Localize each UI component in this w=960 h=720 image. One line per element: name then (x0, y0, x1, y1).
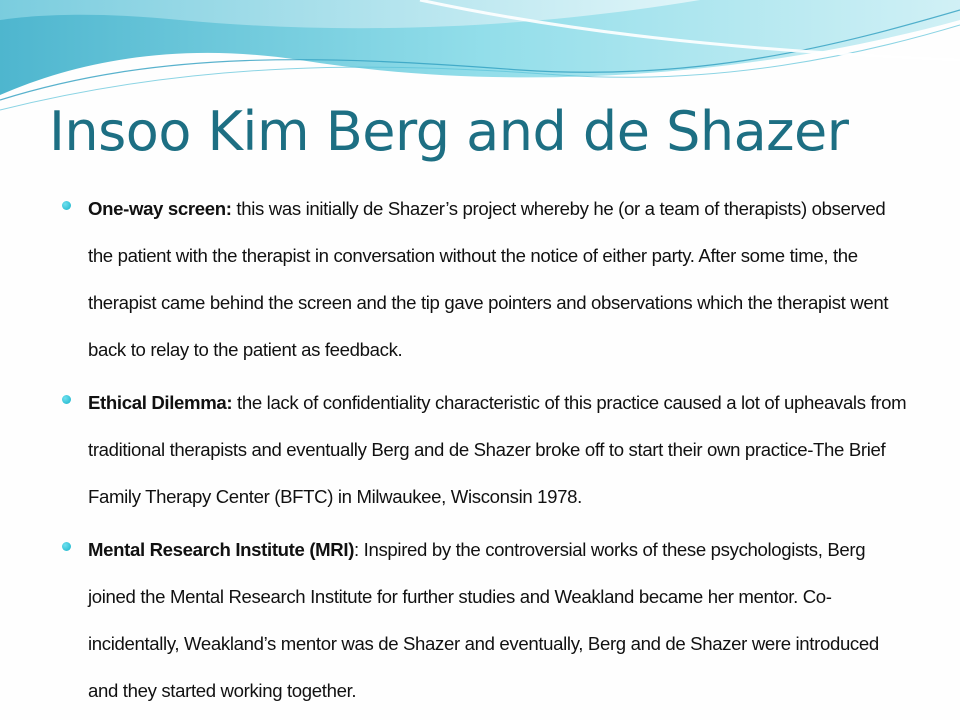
bullet-text (88, 379, 910, 520)
bullet-body: : Inspired by the controversial works of these psychologists, Berg joined the Mental Research Institute for further studies and Weakland became her mentor. Co-incidentally, Weakland’s mentor was de Shazer and eventually, Berg and de Shazer were introduced and they started working together. (88, 539, 879, 701)
bullet-text (88, 185, 910, 373)
bullet-item (60, 526, 910, 714)
bullet-item (60, 379, 910, 520)
bullet-body: the lack of confidentiality characteristic of this practice caused a lot of upheavals from traditional therapists and eventually Berg and de Shazer broke off to start their own practice-The Brief Family Therapy Center (BFTC) in Milwaukee, Wisconsin 1978. (88, 392, 907, 507)
bullet-icon (62, 201, 71, 210)
bullet-item (60, 185, 910, 373)
bullet-list (60, 185, 910, 720)
bullet-body: this was initially de Shazer’s project whereby he (or a team of therapists) observed the patient with the therapist in conversation without the notice of either party. After some time, the therapist came behind the screen and the tip gave pointers and observations which the therapist went back to relay to the patient as feedback. (88, 198, 889, 360)
bullet-icon (62, 542, 71, 551)
bullet-icon (62, 395, 71, 404)
bullet-text (88, 526, 910, 714)
bullet-term: Mental Research Institute (MRI) (88, 539, 355, 560)
bullet-term: Ethical Dilemma: (88, 392, 233, 413)
bullet-term: One-way screen: (88, 198, 232, 219)
slide-title: Insoo Kim Berg and de Shazer (49, 100, 849, 163)
